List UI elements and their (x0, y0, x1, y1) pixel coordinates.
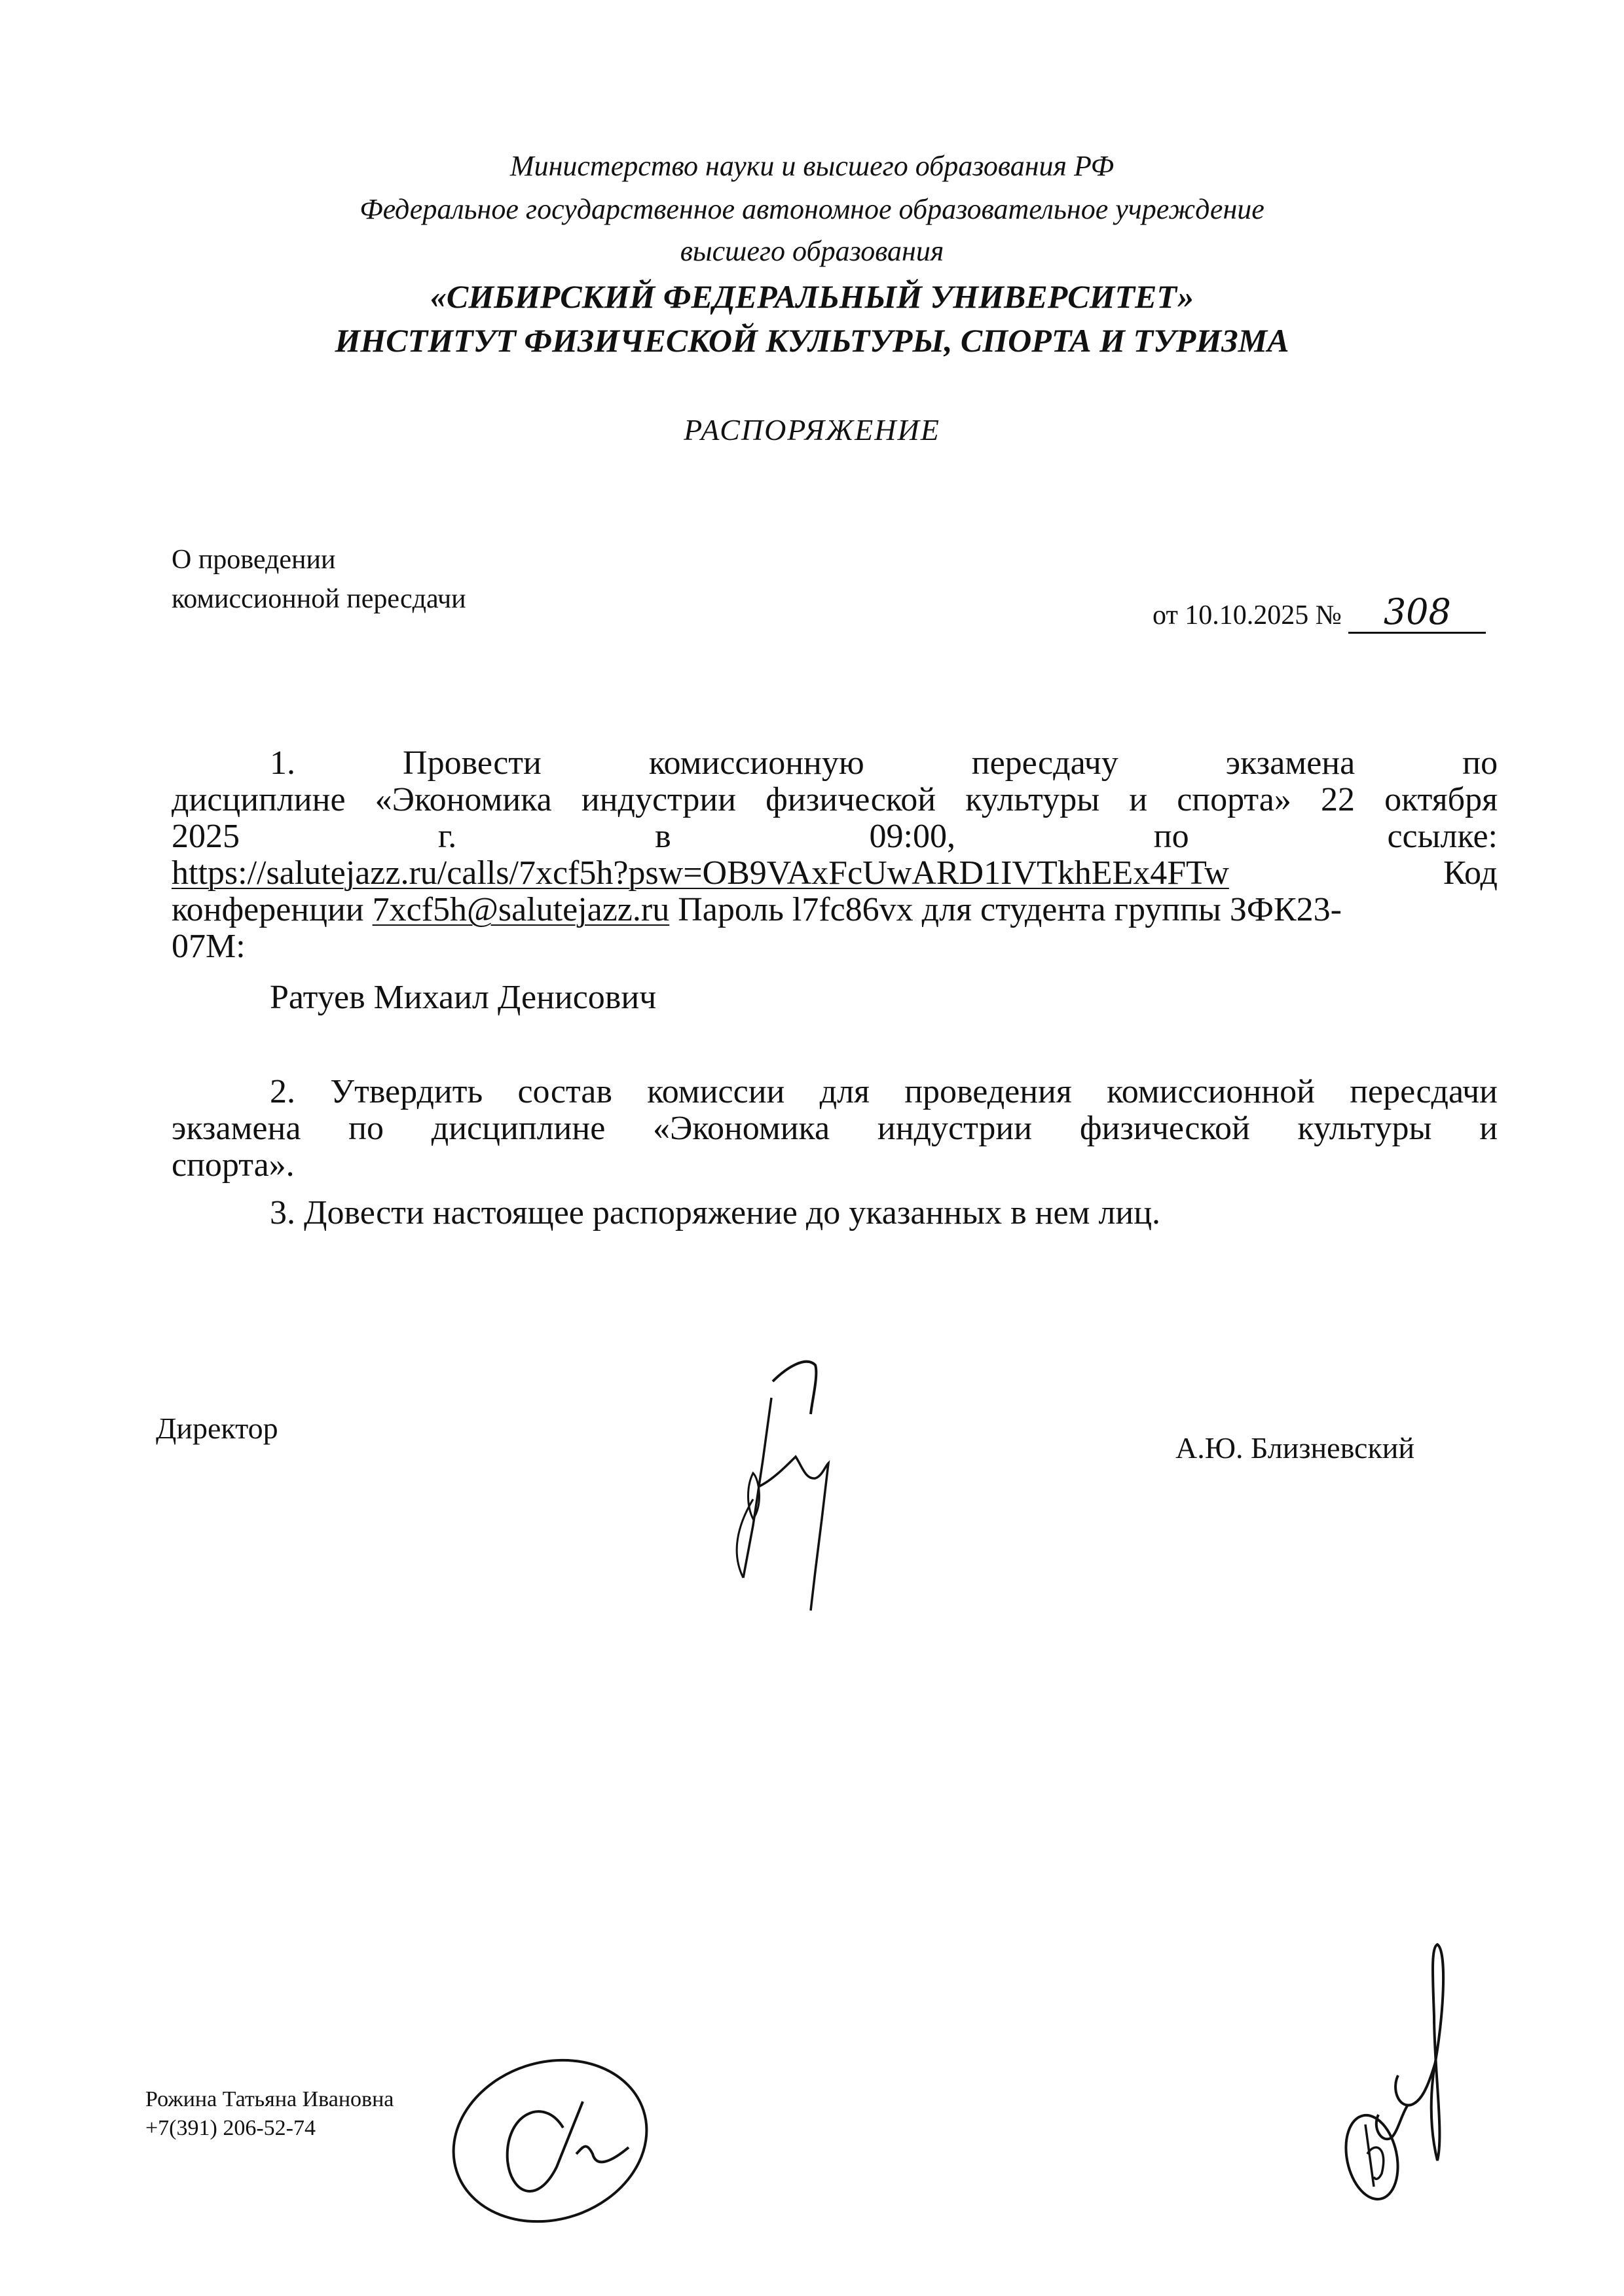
word: в (655, 818, 671, 855)
director-signature-icon (655, 1336, 917, 1597)
item-3: 3. Довести настоящее распоряжение до указанных в нем лиц. (270, 1194, 1161, 1231)
word: экзамена (1225, 744, 1356, 782)
word: культуры (1297, 1110, 1432, 1147)
student-name: Ратуев Михаил Денисович (270, 979, 657, 1016)
word: Провести (403, 744, 542, 782)
word: и (1479, 1110, 1498, 1147)
item-1-line-5 (172, 892, 1498, 928)
date-label: от 10.10.2025 № (1153, 600, 1342, 630)
executor-phone: +7(391) 206-52-74 (145, 2116, 316, 2140)
signatory-position: Директор (156, 1412, 278, 1445)
conference-email-link[interactable]: 7xcf5h@salutejazz.ru (372, 891, 670, 928)
word: индустрии (877, 1110, 1033, 1147)
word: по (1462, 744, 1498, 782)
institution-level-line: высшего образования (680, 235, 944, 267)
document-subject (172, 540, 466, 619)
executor-contact (145, 2085, 394, 2143)
word: ссылке: (1387, 818, 1498, 855)
item-1-line-3 (172, 818, 1498, 855)
institute-name: ИНСТИТУТ ФИЗИЧЕСКОЙ КУЛЬТУРЫ, СПОРТА И ТУРИЗМА (335, 322, 1289, 359)
subject-line-1: О проведении (172, 545, 336, 575)
word: физической (1079, 1110, 1250, 1147)
signatory-name: А.Ю. Близневский (1175, 1431, 1415, 1465)
subject-line-2: комиссионной пересдачи (172, 584, 466, 614)
word: г. (437, 818, 457, 855)
password-and-group: Пароль l7fc86vx для студента группы ЗФК23- (678, 891, 1342, 928)
word: 2025 (172, 818, 240, 855)
initials-mark-icon (445, 2056, 655, 2239)
item-1-line-2: дисциплине «Экономика индустрии физической культуры и спорта» 22 октября (172, 781, 1498, 818)
institution-type-line: Федеральное государственное автономное образовательное учреждение (360, 193, 1264, 225)
word: по (348, 1110, 384, 1147)
item-2-line-2 (172, 1110, 1498, 1147)
conference-label: конференции (172, 891, 364, 928)
word: 09:00, (869, 818, 955, 855)
word: экзамена (172, 1110, 301, 1147)
item-2-line-3: спорта». (172, 1146, 295, 1184)
item-1 (172, 745, 1498, 1016)
item-1-line-4 (172, 855, 1498, 892)
ministry-line: Министерство науки и высшего образования РФ (509, 150, 1115, 182)
item-2-line-1: 2. Утвердить состав комиссии для проведения комиссионной пересдачи (270, 1073, 1498, 1110)
executor-name: Рожина Татьяна Ивановна (145, 2087, 394, 2111)
word: пересдачу (971, 744, 1118, 782)
item-1-line-1 (172, 745, 1498, 782)
document-number: 308 (1348, 592, 1486, 634)
code-label: Код (1443, 854, 1498, 892)
approval-signature-icon (1336, 1938, 1467, 2200)
word: дисциплине «Экономика (431, 1110, 830, 1147)
document-date-number (1153, 592, 1486, 634)
item-1-line-6: 07М: (172, 928, 246, 965)
document-type-title: РАСПОРЯЖЕНИЕ (684, 413, 940, 446)
item-2 (172, 1074, 1498, 1184)
item-number: 1. (270, 744, 295, 782)
university-name: «СИБИРСКИЙ ФЕДЕРАЛЬНЫЙ УНИВЕРСИТЕТ» (430, 278, 1194, 315)
conference-link[interactable]: https://salutejazz.ru/calls/7xcf5h?psw=OB9VAxFcUwARD1IVTkhEEx4FTw (172, 854, 1229, 892)
word: комиссионную (648, 744, 864, 782)
word: по (1153, 818, 1189, 855)
